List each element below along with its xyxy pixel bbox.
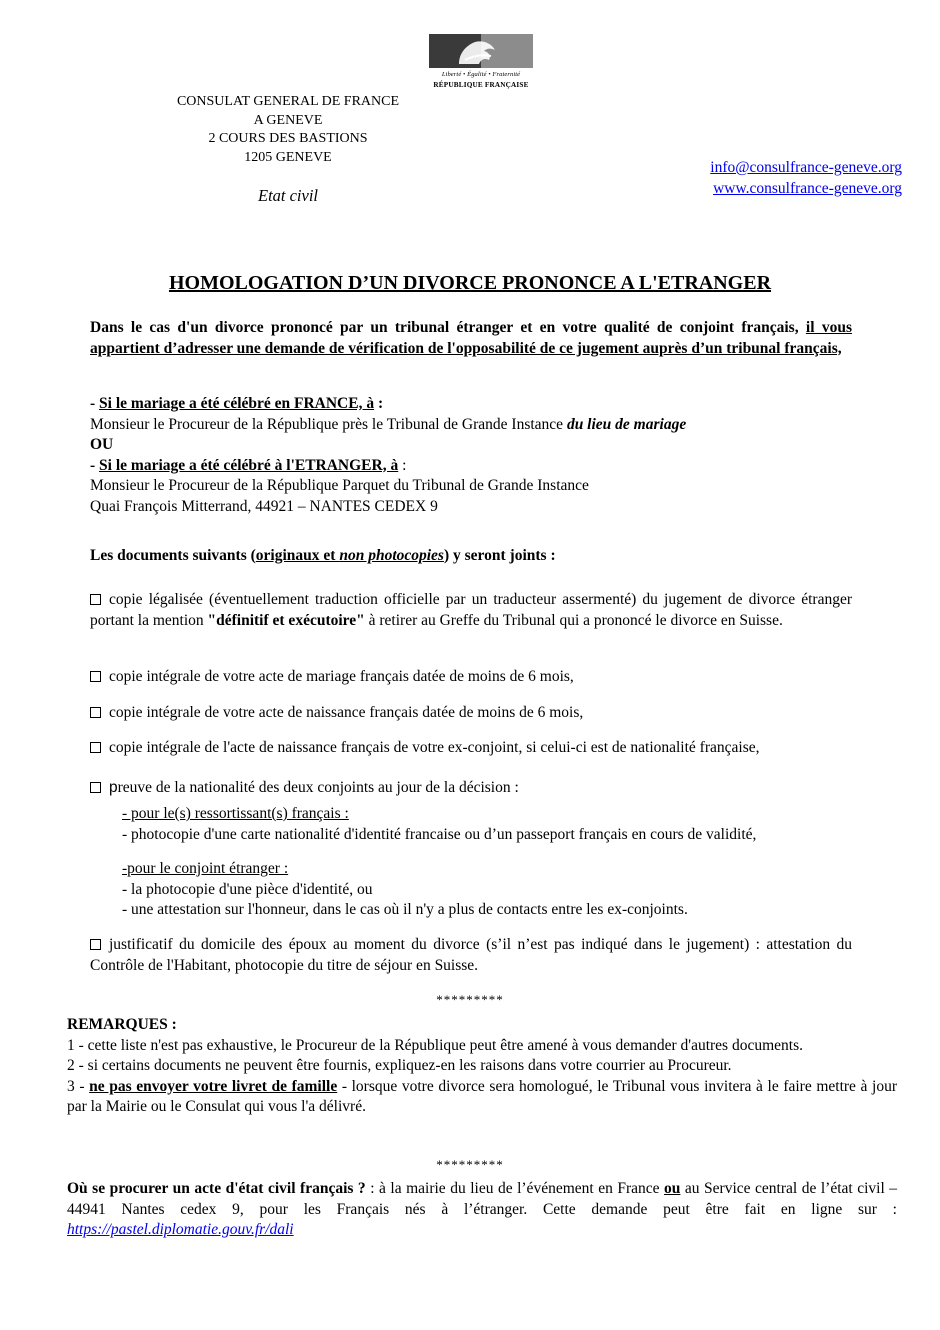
- website-link[interactable]: www.consulfrance-geneve.org: [713, 180, 902, 197]
- etranger-label: Si le mariage a été célébré à l'ETRANGER, à: [99, 456, 399, 474]
- intro-underlined: il vous appartient d’adresser une demande de vérification de l'opposabilité de ce jugement auprès d’un tribunal français,: [90, 319, 853, 357]
- dash: -: [90, 395, 100, 412]
- france-label: Si le mariage a été célébré en FRANCE, à: [99, 395, 375, 412]
- list-item: [90, 778, 852, 799]
- item-text: justificatif du domicile des époux au moment du divorce (s’il n’est pas indiqué dans le jugement) : attestation du Contrôle de l'Habitant, photocopie du titre de séjour en Suisse.: [90, 936, 852, 974]
- remarques-section: [67, 1015, 897, 1118]
- france-block: [90, 394, 852, 517]
- sub-line: - la photocopie d'une pièce d'identité, ou: [122, 880, 373, 898]
- sub-line: - photocopie d'une carte nationalité d'identité francaise ou d’un passeport français en cours de validité,: [122, 825, 757, 843]
- separator: *********: [436, 992, 504, 1007]
- intro-paragraph: [90, 318, 852, 359]
- page-title: HOMOLOGATION D’UN DIVORCE PRONONCE A L'ETRANGER: [168, 272, 772, 294]
- list-item: [90, 667, 852, 688]
- docs-orig: originaux et: [255, 547, 340, 564]
- sub-heading: -pour le conjoint étranger :: [122, 860, 289, 877]
- logo-republic: RÉPUBLIQUE FRANÇAISE: [433, 81, 529, 89]
- checkbox-icon: [90, 782, 101, 793]
- republique-francaise-logo: [429, 34, 534, 92]
- item-text: p: [109, 779, 118, 796]
- remarque-2: 2 - si certains documents ne peuvent être fournis, expliquez-en les raisons dans votre courrier au Procureur.: [67, 1057, 732, 1074]
- checkbox-icon: [90, 742, 101, 753]
- ou-se-procurer: Où se procurer un acte d'état civil français ? : à la mairie du lieu de l’événement en France ou au Service central de l’état civil – 44941 Nantes cedex 9, pour les Français nés à l’étranger. Cette demande peut être fait en ligne sur : https://pastel.diplomatie.gouv.fr/dali: [67, 1180, 898, 1238]
- marianne-logo-icon: [429, 34, 533, 68]
- item-text: copie légalisée (éventuellement traduction officielle par un traducteur assermenté) du jugement de divorce étranger portant la mention: [90, 591, 852, 629]
- consulat-line: A GENEVE: [253, 112, 323, 128]
- preuve-etranger: [122, 859, 882, 921]
- ou-bold: ou: [664, 1180, 681, 1197]
- preuve-francais: [122, 804, 882, 845]
- consulat-line: 2 COURS DES BASTIONS: [208, 131, 368, 146]
- docs-non: non photocopies: [339, 547, 444, 564]
- remarque-3-bold: ne pas envoyer votre livret de famille: [89, 1077, 338, 1095]
- item-text: à retirer au Greffe du Tribunal qui a prononcé le divorce en Suisse.: [364, 611, 783, 629]
- service-name: Etat civil: [257, 186, 319, 205]
- checkbox-icon: [90, 594, 101, 605]
- colon: :: [398, 456, 407, 474]
- item-text: copie intégrale de l'acte de naissance français de votre ex-conjoint, si celui-ci est de nationalité française,: [109, 739, 760, 756]
- consulat-line: CONSULAT GENERAL DE FRANCE: [176, 94, 400, 109]
- etranger-line1: Monsieur le Procureur de la République Parquet du Tribunal de Grande Instance: [90, 477, 589, 494]
- etranger-line2: Quai François Mitterrand, 44921 – NANTES CEDEX 9: [90, 497, 438, 515]
- checkbox-icon: [90, 671, 101, 682]
- ou-se-procurer-bold: Où se procurer un acte d'état civil français ?: [67, 1180, 366, 1197]
- docs-post: ) y seront joints :: [443, 547, 556, 564]
- list-item: [90, 703, 852, 724]
- item-bold: "définitif et exécutoire": [207, 611, 365, 629]
- dash: -: [90, 456, 100, 474]
- list-item: [90, 738, 852, 759]
- france-line: Monsieur le Procureur de la République près le Tribunal de Grande Instance: [90, 415, 567, 433]
- intro-text: Dans le cas d'un divorce prononcé par un tribunal étranger et en votre qualité de conjoint français,: [90, 319, 799, 336]
- consulat-line: 1205 GENEVE: [244, 149, 332, 165]
- checkbox-icon: [90, 707, 101, 718]
- consulat-address: [118, 93, 458, 167]
- france-line-italic: du lieu de mariage: [566, 415, 687, 433]
- email-link[interactable]: info@consulfrance-geneve.org: [710, 159, 902, 176]
- list-item: [90, 935, 852, 976]
- separator: *********: [436, 1157, 504, 1172]
- checkbox-icon: [90, 939, 101, 950]
- sub-line: - une attestation sur l'honneur, dans le cas où il n'y a plus de contacts entre les ex-conjoints.: [122, 901, 688, 918]
- colon: :: [374, 395, 384, 412]
- logo-motto: Liberté • Égalité • Fraternité: [441, 71, 521, 78]
- list-item: [90, 590, 852, 631]
- ou-label: OU: [90, 436, 114, 453]
- remarques-heading: REMARQUES :: [67, 1016, 177, 1033]
- item-text: copie intégrale de votre acte de naissance français datée de moins de 6 mois,: [109, 704, 584, 721]
- remarque-3: 3 - ne pas envoyer votre livret de famille - lorsque votre divorce sera homologué, le Tribunal vous invitera à le faire mettre à jour par la Mairie ou le Consulat qui vous l'a délivré.: [67, 1077, 897, 1115]
- documents-heading: [90, 546, 852, 567]
- item-text: reuve de la nationalité des deux conjoints au jour de la décision :: [117, 779, 519, 796]
- dali-link[interactable]: https://pastel.diplomatie.gouv.fr/dali: [67, 1221, 294, 1238]
- item-text: copie intégrale de votre acte de mariage français datée de moins de 6 mois,: [109, 668, 574, 685]
- docs-pre: Les documents suivants (: [90, 547, 256, 564]
- remarque-1: 1 - cette liste n'est pas exhaustive, le Procureur de la République peut être amené à vous demander d'autres documents.: [67, 1036, 803, 1054]
- contact-links: [600, 157, 902, 199]
- sub-heading: - pour le(s) ressortissant(s) français :: [122, 805, 349, 822]
